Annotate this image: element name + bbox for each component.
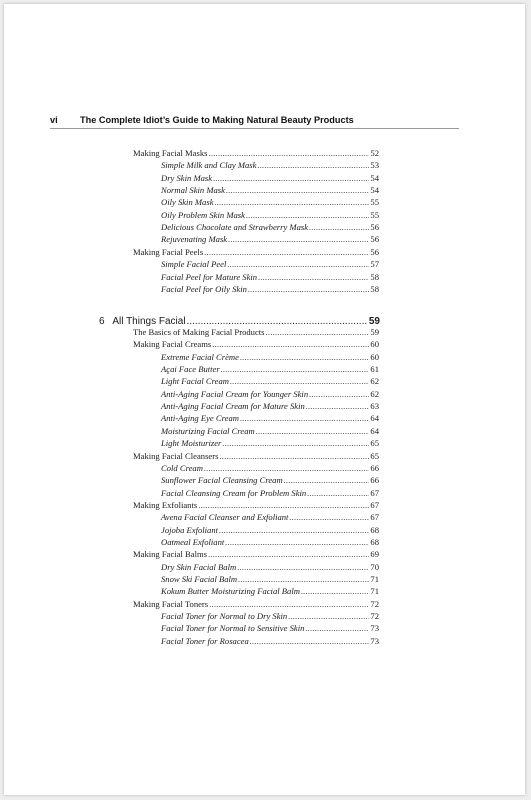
dot-leader [288,611,369,622]
toc-recipe-entry [161,364,379,375]
toc-entry-page-number: 56 [370,234,379,245]
running-head-book-title: The Complete Idiot’s Guide to Making Natural Beauty Products [80,115,354,125]
toc-entry-page-number: 71 [370,586,379,597]
dot-leader [258,272,369,283]
dot-leader [309,389,369,400]
toc-entry-page-number: 65 [370,450,379,461]
toc-section-entry [133,500,379,511]
toc-section-entry [133,549,379,560]
toc-entry-label: Rejuvenating Mask [161,234,228,245]
dot-leader [212,339,369,350]
toc-recipe-entry [161,623,379,634]
toc-entry-label: Facial Peel for Oily Skin [161,283,247,294]
toc-recipe-entry [161,512,379,523]
dot-leader [209,599,369,610]
toc-recipe-entry [161,222,379,233]
toc-entry-label: Facial Toner for Normal to Sensitive Skin [161,623,305,634]
toc-entry-label: Facial Peel for Mature Skin [161,271,258,282]
toc-entry-page-number: 58 [370,283,379,294]
toc-entry-label: Making Facial Toners [133,598,209,609]
toc-section-entry [133,148,379,159]
toc-entry-page-number: 67 [370,487,379,498]
toc-entry-label: Avena Facial Cleanser and Exfoliant [161,512,289,523]
dot-leader [213,173,369,184]
toc-entry-page-number: 62 [370,388,379,399]
toc-recipe-entry [161,284,379,295]
toc-recipe-entry [161,574,379,585]
toc-entry-label: Making Facial Peels [133,246,204,257]
toc-entry-label: Oily Skin Mask [161,197,214,208]
dot-leader [284,475,370,486]
toc-entry-label: Oatmeal Exfoliant [161,536,225,547]
toc-recipe-entry [161,401,379,412]
dot-leader [248,284,369,295]
toc-entry-label: Kokum Butter Moisturizing Facial Balm [161,586,300,597]
toc-recipe-entry [161,259,379,270]
toc-entry-label: Light Facial Cream [161,376,229,387]
toc-entry-page-number: 57 [370,259,379,270]
toc-entry-page-number: 66 [370,475,379,486]
book-page [4,4,525,795]
dot-leader [230,376,369,387]
toc-entry-page-number: 61 [370,364,379,375]
toc-entry-page-number: 67 [370,499,379,510]
toc-section-entry [133,339,379,350]
toc-entry-label: Oily Problem Skin Mask [161,209,245,220]
dot-leader [257,160,369,171]
toc-recipe-entry [161,210,379,221]
toc-entry-label: Dry Skin Facial Balm [161,561,237,572]
running-head [50,115,462,125]
toc-entry-page-number: 69 [370,549,379,560]
toc-entry-page-number: 60 [370,351,379,362]
toc-entry-page-number: 64 [370,425,379,436]
toc-recipe-entry [161,611,379,622]
dot-leader [225,537,369,548]
toc-section-entry [133,327,379,338]
toc-entry-label: Making Facial Masks [133,148,208,158]
toc-entry-label: Making Facial Creams [133,339,212,350]
toc-entry-page-number: 73 [370,635,379,646]
toc-recipe-entry [161,160,379,171]
toc-entry-page-number: 54 [370,185,379,196]
header-rule [50,128,459,129]
toc-entry-label: Facial Toner for Rosacea [161,635,249,646]
toc-recipe-entry [161,438,379,449]
toc-recipe-entry [161,463,379,474]
dot-leader [219,525,369,536]
chapter-page-number: 59 [368,316,380,327]
toc-entry-label: Anti-Aging Eye Cream [161,413,239,424]
toc-entry-label: Snow Ski Facial Balm [161,574,238,584]
toc-recipe-entry [161,173,379,184]
toc-recipe-entry [161,475,379,486]
toc-entry-label: Light Moisturizer [161,438,222,449]
dot-leader [221,364,370,375]
dot-leader [306,401,370,412]
toc-entry-label: Delicious Chocolate and Strawberry Mask [161,222,309,233]
toc-entry-page-number: 73 [370,623,379,634]
dot-leader [250,636,370,647]
dot-leader [237,562,369,573]
toc-recipe-entry [161,185,379,196]
toc-recipe-entry [161,426,379,437]
toc-entry-page-number: 70 [370,561,379,572]
toc-recipe-entry [161,636,379,647]
toc-recipe-entry [161,537,379,548]
toc-recipe-entry [161,586,379,597]
toc-entry-label: Simple Milk and Clay Mask [161,160,257,171]
toc-recipe-entry [161,488,379,499]
toc-recipe-entry [161,389,379,400]
toc-entry-page-number: 68 [370,524,379,535]
dot-leader [215,197,370,208]
toc-entry-page-number: 68 [370,536,379,547]
toc-entry-page-number: 55 [370,197,379,208]
toc-section-entry [133,247,379,258]
chapter-title: All Things Facial [112,316,186,327]
toc-recipe-entry [161,234,379,245]
toc-entry-page-number: 65 [370,438,379,449]
toc-entry-page-number: 72 [370,611,379,622]
toc-entry-label: Dry Skin Mask [161,172,213,183]
running-head-page-number: vi [50,115,58,125]
dot-leader [307,488,369,499]
toc-recipe-entry [161,272,379,283]
toc-entry-label: The Basics of Making Facial Products [133,327,265,337]
toc-entry-page-number: 66 [370,462,379,473]
toc-recipe-entry [161,525,379,536]
dot-leader [305,623,369,634]
toc-entry-label: Making Exfoliants [133,499,198,510]
toc-entry-label: Making Facial Cleansers [133,450,219,461]
toc-entry-page-number: 56 [370,222,379,233]
dot-leader [266,327,370,338]
dot-leader [240,413,369,424]
toc-entry-page-number: 52 [370,148,379,158]
toc-entry-page-number: 55 [370,209,379,220]
toc-entry-page-number: 67 [370,512,379,523]
toc-entry-label: Cold Cream [161,462,203,473]
toc-entry-page-number: 58 [370,271,379,282]
dot-leader [238,574,369,585]
toc-entry-page-number: 60 [370,339,379,350]
dot-leader [208,549,369,560]
dot-leader [309,222,369,233]
toc-recipe-entry [161,413,379,424]
dot-leader [240,352,369,363]
toc-section-entry [133,599,379,610]
toc-entry-page-number: 54 [370,172,379,183]
dot-leader [256,426,370,437]
dot-leader [227,259,369,270]
chapter-number: 6 [99,316,105,327]
toc-entry-page-number: 63 [370,401,379,412]
toc-entry-label: Facial Cleansing Cream for Problem Skin [161,487,307,498]
toc-section-entry [133,451,379,462]
toc-entry-label: Açai Face Butter [161,364,220,375]
toc-entry-page-number: 56 [370,246,379,257]
dot-leader [226,185,369,196]
toc-entry-label: Normal Skin Mask [161,185,225,196]
toc-recipe-entry [161,562,379,573]
dot-leader [301,586,369,597]
toc-recipe-entry [161,352,379,363]
toc-entry-label: Simple Facial Peel [161,259,227,270]
toc-entry-label: Moisturizing Facial Cream [161,425,255,436]
toc-entry-page-number: 64 [370,413,379,424]
toc-entry-label: Anti-Aging Facial Cream for Younger Skin [161,388,309,399]
dot-leader [219,451,369,462]
dot-leader [222,438,369,449]
toc-entry-label: Facial Toner for Normal to Dry Skin [161,611,288,622]
dot-leader [246,210,369,221]
toc-entry-label: Jojoba Exfoliant [161,524,219,535]
dot-leader [204,463,369,474]
toc-entry-page-number: 71 [370,574,379,584]
dot-leader [228,234,369,245]
toc-entry-page-number: 59 [370,327,379,337]
dot-leader [289,512,369,523]
toc-entry-page-number: 62 [370,376,379,387]
toc-entry-page-number: 53 [370,160,379,171]
toc-entry-page-number: 72 [370,598,379,609]
dot-leader [204,247,369,258]
toc-entry-label: Making Facial Balms [133,549,207,560]
toc-entry-label: Anti-Aging Facial Cream for Mature Skin [161,401,305,412]
dot-leader [198,500,369,511]
toc-recipe-entry [161,376,379,387]
toc-entry-label: Extreme Facial Crème [161,351,239,362]
dot-leader [208,148,369,159]
toc-entry-label: Sunflower Facial Cleansing Cream [161,475,283,486]
toc-recipe-entry [161,197,379,208]
